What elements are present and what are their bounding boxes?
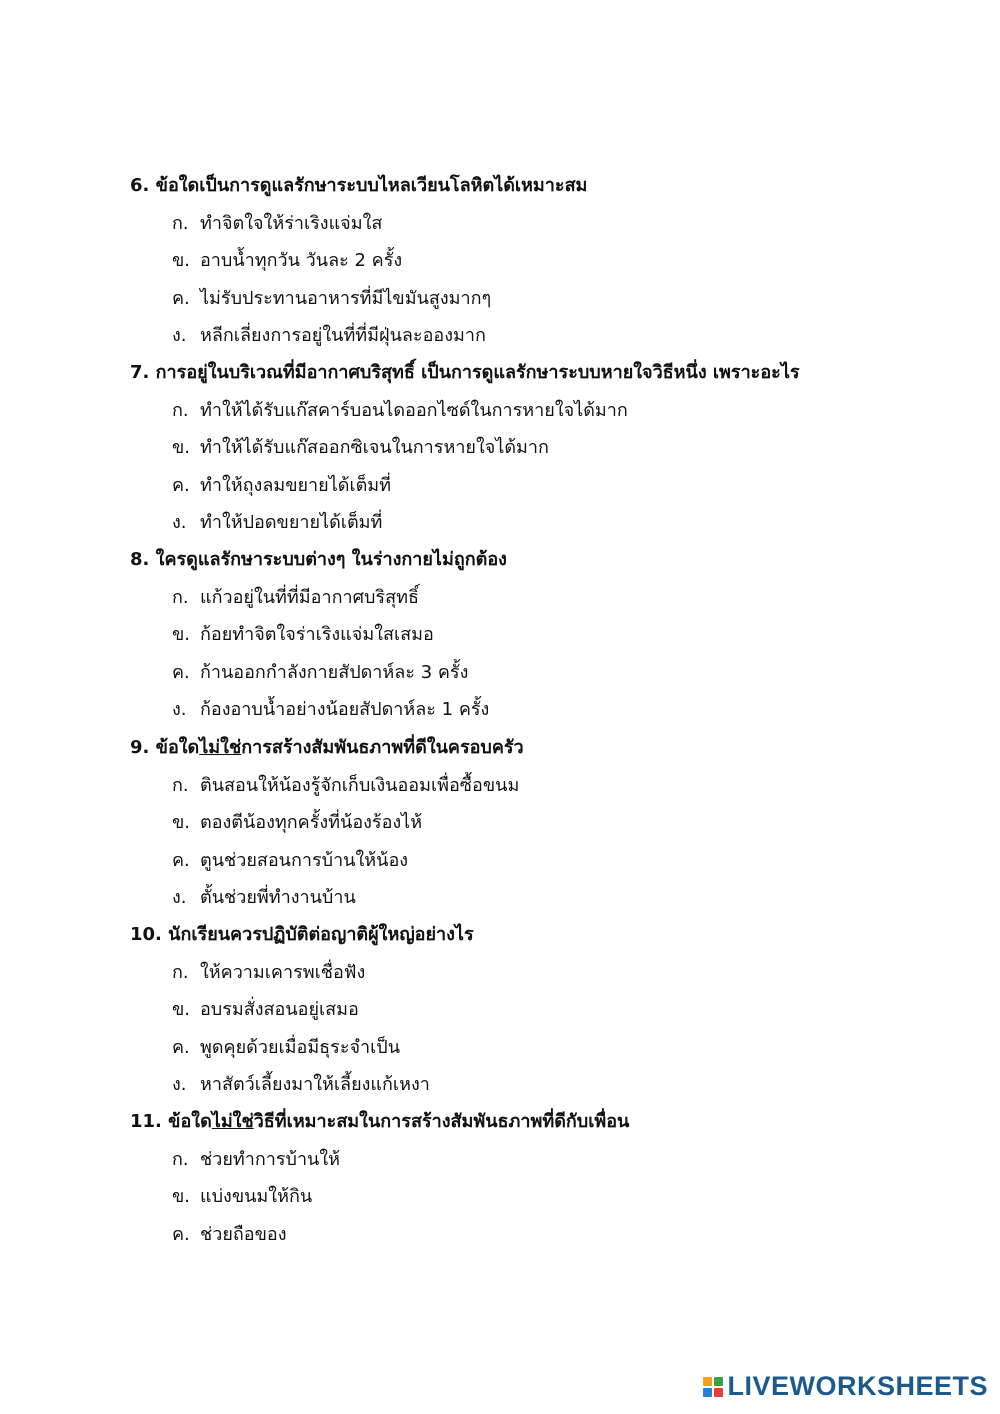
choice-text: หลีกเลี่ยงการอยู่ในที่ที่มีฝุ่นละอองมาก	[200, 325, 486, 346]
choice-letter: ค.	[172, 1036, 190, 1058]
choice-letter: ง.	[172, 699, 187, 720]
choice-letter: ก.	[172, 774, 189, 796]
choice-text: แก้วอยู่ในที่ที่มีอากาศบริสุทธิ์	[200, 586, 419, 608]
question-text: ข้อใดเป็นการดูแลรักษาระบบไหลเวียนโลหิตได้เหมาะสม	[155, 175, 588, 196]
answer-choice[interactable]	[172, 435, 549, 461]
answer-choice[interactable]	[172, 248, 402, 274]
question-text: ข้อใด	[168, 1111, 212, 1132]
choice-letter: ค.	[172, 849, 190, 871]
choice-text: ช่วยถือของ	[200, 1223, 287, 1245]
answer-choice[interactable]	[172, 585, 419, 611]
answer-choice[interactable]	[172, 211, 382, 237]
choice-letter: ก.	[172, 961, 189, 983]
answer-choice[interactable]	[172, 622, 434, 648]
answer-choice[interactable]	[172, 697, 489, 723]
choice-text: ทำให้ได้รับแก๊สออกซิเจนในการหายใจได้มาก	[200, 437, 549, 458]
choice-text: อบรมสั่งสอนอยู่เสมอ	[200, 999, 359, 1020]
answer-choice[interactable]	[172, 323, 486, 349]
answer-choice[interactable]	[172, 848, 408, 874]
choice-text: ทำจิตใจให้ร่าเริงแจ่มใส	[200, 212, 383, 234]
question-number: 6.	[130, 175, 150, 196]
answer-choice[interactable]	[172, 1184, 312, 1210]
choice-letter: ข.	[172, 624, 191, 645]
choice-text: ตองตีน้องทุกครั้งที่น้องร้องไห้	[200, 812, 423, 833]
answer-choice[interactable]	[172, 1147, 340, 1173]
choice-letter: ค.	[172, 474, 190, 496]
question-number: 11.	[130, 1111, 162, 1132]
choice-letter: ก.	[172, 586, 189, 608]
choice-text: แบ่งขนมให้กิน	[200, 1186, 313, 1207]
choice-letter: ก.	[172, 399, 189, 421]
choice-letter: ค.	[172, 287, 190, 309]
answer-choice[interactable]	[172, 997, 359, 1023]
choice-text: ก้านออกกำลังกายสัปดาห์ละ 3 ครั้ง	[200, 661, 469, 683]
choice-text: ทำให้ถุงลมขยายได้เต็มที่	[200, 474, 392, 496]
answer-choice[interactable]	[172, 1035, 400, 1061]
choice-letter: ข.	[172, 437, 191, 458]
choice-text: ตูนช่วยสอนการบ้านให้น้อง	[200, 849, 409, 871]
question-text: นักเรียนควรปฏิบัติต่อญาติผู้ใหญ่อย่างไร	[168, 924, 474, 945]
choice-letter: ง.	[172, 325, 187, 346]
choice-text: ทำให้ปอดขยายได้เต็มที่	[200, 512, 383, 533]
answer-choice[interactable]	[172, 1072, 430, 1098]
choice-text: ก้องอาบน้ำอย่างน้อยสัปดาห์ละ 1 ครั้ง	[200, 699, 490, 720]
choice-letter: ค.	[172, 1223, 190, 1245]
answer-choice[interactable]	[172, 510, 382, 536]
answer-choice[interactable]	[172, 960, 365, 986]
brand-name: LIVEWORKSHEETS	[727, 1371, 988, 1401]
choice-text: พูดคุยด้วยเมื่อมีธุระจำเป็น	[200, 1036, 401, 1058]
answer-choice[interactable]	[172, 473, 391, 499]
question-text: ข้อใด	[155, 737, 200, 758]
liveworksheets-logo	[703, 1371, 988, 1402]
choice-text: ตั้นช่วยพี่ทำงานบ้าน	[200, 887, 356, 908]
answer-choice[interactable]	[172, 286, 491, 312]
question-emphasis: ไม่ใช่	[199, 737, 242, 758]
choice-letter: ง.	[172, 512, 187, 533]
choice-letter: ง.	[172, 887, 187, 908]
question-emphasis: ไม่ใช่	[211, 1111, 254, 1132]
choice-text: ก้อยทำจิตใจร่าเริงแจ่มใสเสมอ	[200, 624, 434, 645]
answer-choice[interactable]	[172, 660, 468, 686]
choice-text: อาบน้ำทุกวัน วันละ 2 ครั้ง	[200, 250, 403, 271]
question-6	[130, 173, 587, 199]
question-8	[130, 547, 507, 573]
question-text-rest: การสร้างสัมพันธภาพที่ดีในครอบครัว	[241, 737, 524, 758]
choice-text: ทำให้ได้รับแก๊สคาร์บอนไดออกไซด์ในการหายใจได้มาก	[200, 399, 628, 421]
liveworksheets-mark-icon	[703, 1377, 723, 1397]
question-number: 9.	[130, 737, 150, 758]
choice-letter: ข.	[172, 250, 191, 271]
choice-text: หาสัตว์เลี้ยงมาให้เลี้ยงแก้เหงา	[200, 1074, 430, 1095]
question-text-rest: วิธีที่เหมาะสมในการสร้างสัมพันธภาพที่ดีกับเพื่อน	[253, 1111, 630, 1132]
choice-text: ช่วยทำการบ้านให้	[200, 1148, 341, 1170]
answer-choice[interactable]	[172, 810, 422, 836]
question-number: 7.	[130, 362, 150, 383]
choice-letter: ก.	[172, 212, 189, 234]
answer-choice[interactable]	[172, 1222, 286, 1248]
question-number: 10.	[130, 924, 162, 945]
choice-letter: ค.	[172, 661, 190, 683]
choice-text: ให้ความเคารพเชื่อฟัง	[200, 961, 366, 983]
answer-choice[interactable]	[172, 398, 628, 424]
choice-letter: ข.	[172, 999, 191, 1020]
question-text: ใครดูแลรักษาระบบต่างๆ ในร่างกายไม่ถูกต้อง	[155, 549, 507, 570]
choice-letter: ข.	[172, 1186, 191, 1207]
choice-text: ไม่รับประทานอาหารที่มีไขมันสูงมากๆ	[200, 287, 492, 309]
question-number: 8.	[130, 549, 150, 570]
question-text: การอยู่ในบริเวณที่มีอากาศบริสุทธิ์ เป็นการดูแลรักษาระบบหายใจวิธีหนึ่ง เพราะอะไร	[155, 362, 800, 383]
question-7	[130, 360, 800, 386]
question-9	[130, 735, 524, 761]
question-10	[130, 922, 474, 948]
question-11	[130, 1109, 629, 1135]
answer-choice[interactable]	[172, 885, 356, 911]
choice-text: ตินสอนให้น้องรู้จักเก็บเงินออมเพื่อซื้อขนม	[200, 774, 520, 796]
answer-choice[interactable]	[172, 773, 519, 799]
choice-letter: ก.	[172, 1148, 189, 1170]
choice-letter: ง.	[172, 1074, 187, 1095]
choice-letter: ข.	[172, 812, 191, 833]
